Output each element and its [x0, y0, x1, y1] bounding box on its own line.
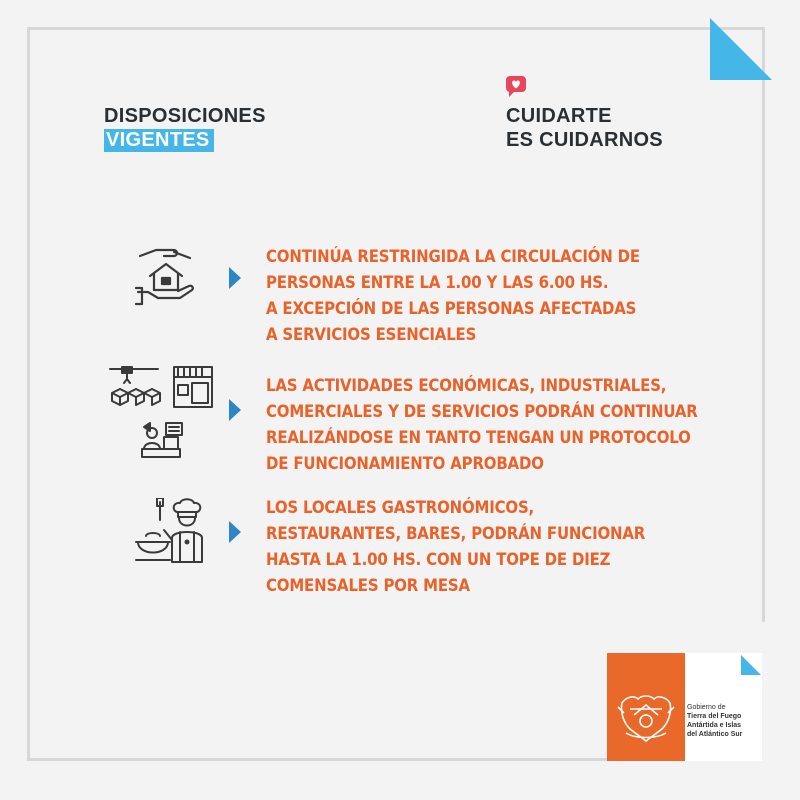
coat-of-arms-icon: [616, 693, 676, 743]
item-line: RESTAURANTES, BARES, PODRÁN FUNCIONAR: [266, 524, 646, 544]
frame-bottom-edge: [27, 758, 607, 761]
item-activities-text: [266, 373, 698, 477]
item-line: CONTINÚA RESTRINGIDA LA CIRCULACIÓN DE: [266, 247, 640, 267]
slogan-line-2: ES CUIDARNOS: [506, 129, 663, 151]
logo-orange-panel: [607, 653, 685, 761]
heading-highlight: VIGENTES: [104, 129, 214, 152]
heading-line-1: DISPOSICIONES: [104, 105, 266, 127]
bullet-arrow-icon: [229, 521, 241, 543]
item-restriction-text: [266, 244, 640, 348]
item-line: COMERCIALES Y DE SERVICIOS PODRÁN CONTINUAR: [266, 402, 698, 422]
item-line: LAS ACTIVIDADES ECONÓMICAS, INDUSTRIALES,: [266, 376, 667, 396]
heart-chat-icon: [505, 75, 527, 97]
hands-house-icon: [134, 244, 198, 308]
industry-commerce-services-icon: [108, 363, 220, 463]
item-line: A EXCEPCIÓN DE LAS PERSONAS AFECTADAS: [266, 299, 637, 319]
item-line: DE FUNCIONAMIENTO APROBADO: [266, 454, 544, 474]
corner-triangle-icon: [710, 18, 772, 80]
bullet-arrow-icon: [229, 399, 241, 421]
item-line: REALIZÁNDOSE EN TANTO TENGAN UN PROTOCOLO: [266, 428, 691, 448]
item-gastronomy-text: [266, 495, 645, 599]
logo-caption: [687, 703, 742, 739]
logo-line-3: Antártida e Islas: [687, 722, 742, 729]
item-line: PERSONAS ENTRE LA 1.00 Y LAS 6.00 HS.: [266, 273, 609, 293]
frame-left-edge: [27, 619, 30, 761]
bullet-arrow-icon: [229, 267, 241, 289]
logo-line-2: Tierra del Fuego: [687, 713, 742, 720]
logo-corner-triangle-icon: [741, 655, 761, 675]
logo-line-1: Gobierno de: [687, 704, 726, 711]
heading-cuidarte: [506, 104, 663, 152]
item-line: HASTA LA 1.00 HS. CON UN TOPE DE DIEZ: [266, 550, 611, 570]
logo-line-4: del Atlántico Sur: [687, 731, 743, 738]
slogan-line-1: CUIDARTE: [506, 105, 612, 127]
item-line: COMENSALES POR MESA: [266, 576, 470, 596]
heading-disposiciones: [104, 104, 266, 152]
item-line: A SERVICIOS ESENCIALES: [266, 325, 477, 345]
chef-cooking-icon: [134, 498, 208, 568]
item-line: LOS LOCALES GASTRONÓMICOS,: [266, 498, 535, 518]
